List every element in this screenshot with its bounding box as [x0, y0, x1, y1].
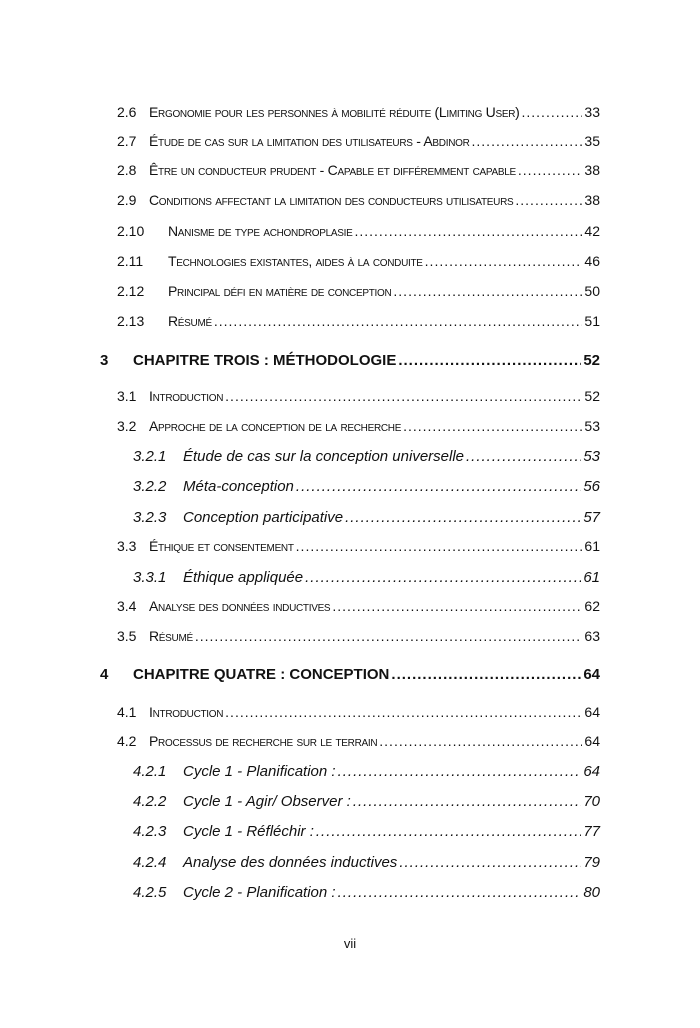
- dot-leader: [399, 854, 581, 871]
- dot-leader: [214, 313, 583, 329]
- dot-leader: [522, 104, 583, 120]
- toc-page-number: 61: [583, 569, 600, 586]
- toc-page-number: 64: [584, 704, 600, 720]
- toc-entry[interactable]: [0, 253, 700, 275]
- toc-page-number: 61: [584, 538, 600, 554]
- toc-entry-text: [149, 418, 600, 434]
- toc-entry-text: [168, 253, 600, 269]
- toc-number: 4: [100, 666, 109, 683]
- toc-title[interactable]: Principal défi en matière de conception: [168, 283, 392, 299]
- toc-title[interactable]: Introduction: [149, 388, 224, 404]
- toc-entry-text: [133, 666, 600, 683]
- dot-leader: [466, 448, 581, 465]
- toc-number: 3: [100, 352, 109, 369]
- dot-leader: [225, 704, 582, 720]
- toc-entry[interactable]: [0, 418, 700, 440]
- toc-number: 2.12: [117, 283, 145, 299]
- toc-entry-text: [168, 283, 600, 299]
- toc-title[interactable]: Analyse des données inductives: [183, 854, 398, 871]
- toc-entry-text: [183, 478, 600, 495]
- toc-entry-text: [183, 823, 600, 840]
- toc-entry-text: [149, 538, 600, 554]
- toc-entry[interactable]: [0, 733, 700, 755]
- dot-leader: [518, 162, 583, 178]
- toc-page-number: 56: [583, 478, 600, 495]
- toc-number: 3.5: [117, 628, 137, 644]
- toc-title[interactable]: CHAPITRE QUATRE : CONCEPTION: [133, 666, 390, 683]
- toc-entry[interactable]: [0, 133, 700, 155]
- toc-number: 2.13: [117, 313, 145, 329]
- toc-page-number: 79: [583, 854, 600, 871]
- dot-leader: [225, 388, 582, 404]
- toc-page-number: 70: [583, 793, 600, 810]
- toc-page-number: 50: [584, 283, 600, 299]
- toc-page-number: 52: [583, 352, 600, 369]
- dot-leader: [472, 133, 583, 149]
- dot-leader: [305, 569, 581, 586]
- toc-entry-text: [149, 104, 600, 120]
- toc-entry-text: [133, 352, 600, 369]
- toc-number: 3.2.2: [133, 478, 167, 495]
- toc-title[interactable]: Analyse des données inductives: [149, 598, 331, 614]
- toc-number: 4.1: [117, 704, 137, 720]
- toc-page-number: 53: [584, 418, 600, 434]
- toc-entry[interactable]: [0, 162, 700, 184]
- dot-leader: [425, 253, 583, 269]
- toc-page-number: 53: [583, 448, 600, 465]
- toc-entry-text: [183, 854, 600, 871]
- toc-title[interactable]: Cycle 1 - Agir/ Observer :: [183, 793, 351, 810]
- toc-entry-text: [149, 704, 600, 720]
- toc-page-number: 64: [583, 666, 600, 683]
- toc-number: 2.9: [117, 192, 137, 208]
- toc-number: 4.2.4: [133, 854, 167, 871]
- dot-leader: [316, 823, 581, 840]
- toc-number: 3.2: [117, 418, 137, 434]
- toc-page-number: 77: [583, 823, 600, 840]
- toc-title[interactable]: Éthique appliquée: [183, 569, 304, 586]
- toc-title[interactable]: Résumé: [149, 628, 193, 644]
- dot-leader: [338, 763, 582, 780]
- toc-page-number: 35: [584, 133, 600, 149]
- toc-title[interactable]: Conception participative: [183, 509, 344, 526]
- toc-title[interactable]: Ergonomie pour les personnes à mobilité réduite (Limiting User): [149, 104, 520, 120]
- toc-page-number: 38: [584, 192, 600, 208]
- toc-entry[interactable]: [0, 509, 700, 531]
- toc-entry[interactable]: [0, 448, 700, 470]
- toc-title[interactable]: Cycle 2 - Planification :: [183, 884, 336, 901]
- toc-number: 3.1: [117, 388, 137, 404]
- dot-leader: [345, 509, 581, 526]
- dot-leader: [332, 598, 582, 614]
- toc-number: 4.2: [117, 733, 137, 749]
- toc-entry-text: [149, 733, 600, 749]
- toc-page-number: 42: [584, 223, 600, 239]
- toc-entry[interactable]: [0, 223, 700, 245]
- toc-entry[interactable]: [0, 352, 700, 374]
- toc-title[interactable]: Technologies existantes, aides à la conduite: [168, 253, 423, 269]
- toc-title[interactable]: Étude de cas sur la limitation des utilisateurs - Abdinor: [149, 133, 470, 149]
- dot-leader: [338, 884, 582, 901]
- dot-leader: [195, 628, 583, 644]
- toc-entry[interactable]: [0, 666, 700, 688]
- toc-page-number: 46: [584, 253, 600, 269]
- toc-number: 3.4: [117, 598, 137, 614]
- toc-page-number: 80: [583, 884, 600, 901]
- toc-entry[interactable]: [0, 823, 700, 845]
- toc-entry-text: [149, 133, 600, 149]
- toc-title[interactable]: Conditions affectant la limitation des conducteurs utilisateurs: [149, 192, 514, 208]
- toc-entry[interactable]: [0, 704, 700, 726]
- toc-entry[interactable]: [0, 884, 700, 906]
- toc-entry[interactable]: [0, 192, 700, 214]
- dot-leader: [398, 352, 581, 369]
- toc-page-number: 64: [584, 733, 600, 749]
- dot-leader: [403, 418, 582, 434]
- toc-page-number: 38: [584, 162, 600, 178]
- toc-title[interactable]: Nanisme de type achondroplasie: [168, 223, 353, 239]
- toc-entry-text: [183, 509, 600, 526]
- toc-entry-text: [183, 763, 600, 780]
- toc-title[interactable]: Méta-conception: [183, 478, 294, 495]
- dot-leader: [296, 538, 583, 554]
- toc-number: 2.11: [117, 253, 144, 269]
- toc-page-number: 62: [584, 598, 600, 614]
- dot-leader: [354, 223, 582, 239]
- toc-page-number: 63: [584, 628, 600, 644]
- toc-entry[interactable]: [0, 763, 700, 785]
- toc-number: 4.2.5: [133, 884, 167, 901]
- toc-title[interactable]: Cycle 1 - Réfléchir :: [183, 823, 314, 840]
- toc-number: 2.8: [117, 162, 137, 178]
- toc-entry[interactable]: [0, 793, 700, 815]
- toc-title[interactable]: Éthique et consentement: [149, 538, 294, 554]
- toc-page-number: 33: [584, 104, 600, 120]
- toc-number: 2.6: [117, 104, 137, 120]
- toc-entry[interactable]: [0, 388, 700, 410]
- toc-number: 4.2.3: [133, 823, 167, 840]
- toc-entry[interactable]: [0, 854, 700, 876]
- toc-entry[interactable]: [0, 104, 700, 126]
- toc-entry[interactable]: [0, 478, 700, 500]
- toc-number: 3.3.1: [133, 569, 167, 586]
- toc-number: 4.2.1: [133, 763, 167, 780]
- toc-entry[interactable]: [0, 628, 700, 650]
- toc-entry-text: [168, 313, 600, 329]
- toc-title[interactable]: Approche de la conception de la recherche: [149, 418, 402, 434]
- toc-number: 2.7: [117, 133, 137, 149]
- toc-entry[interactable]: [0, 598, 700, 620]
- toc-title[interactable]: CHAPITRE TROIS : MÉTHODOLOGIE: [133, 352, 397, 369]
- toc-title[interactable]: Étude de cas sur la conception universelle: [183, 448, 465, 465]
- toc-number: 3.3: [117, 538, 137, 554]
- toc-entry[interactable]: [0, 313, 700, 335]
- toc-entry-text: [149, 628, 600, 644]
- dot-leader: [393, 283, 582, 299]
- dot-leader: [379, 733, 582, 749]
- toc-page-number: 51: [584, 313, 600, 329]
- toc-entry-text: [149, 388, 600, 404]
- toc-entry[interactable]: [0, 538, 700, 560]
- toc-entry-text: [183, 793, 600, 810]
- toc-title[interactable]: Être un conducteur prudent - Capable et différemment capable: [149, 162, 516, 178]
- toc-entry-text: [149, 192, 600, 208]
- toc-entry[interactable]: [0, 569, 700, 591]
- toc-number: 3.2.1: [133, 448, 167, 465]
- toc-page-number: 64: [583, 763, 600, 780]
- toc-page-number: 52: [584, 388, 600, 404]
- toc-title[interactable]: Résumé: [168, 313, 212, 329]
- toc-entry-text: [149, 598, 600, 614]
- toc-entry-text: [183, 884, 600, 901]
- toc-number: 4.2.2: [133, 793, 167, 810]
- toc-entry-text: [183, 569, 600, 586]
- toc-number: 2.10: [117, 223, 145, 239]
- toc-entry-text: [168, 223, 600, 239]
- page-number: vii: [343, 936, 357, 951]
- toc-title[interactable]: Cycle 1 - Planification :: [183, 763, 336, 780]
- toc-entry[interactable]: [0, 283, 700, 305]
- toc-page-number: 57: [583, 509, 600, 526]
- toc-entry-text: [183, 448, 600, 465]
- dot-leader: [391, 666, 581, 683]
- toc-title[interactable]: Introduction: [149, 704, 224, 720]
- toc-number: 3.2.3: [133, 509, 167, 526]
- toc-title[interactable]: Processus de recherche sur le terrain: [149, 733, 378, 749]
- toc-entry-text: [149, 162, 600, 178]
- dot-leader: [353, 793, 581, 810]
- dot-leader: [515, 192, 582, 208]
- dot-leader: [296, 478, 581, 495]
